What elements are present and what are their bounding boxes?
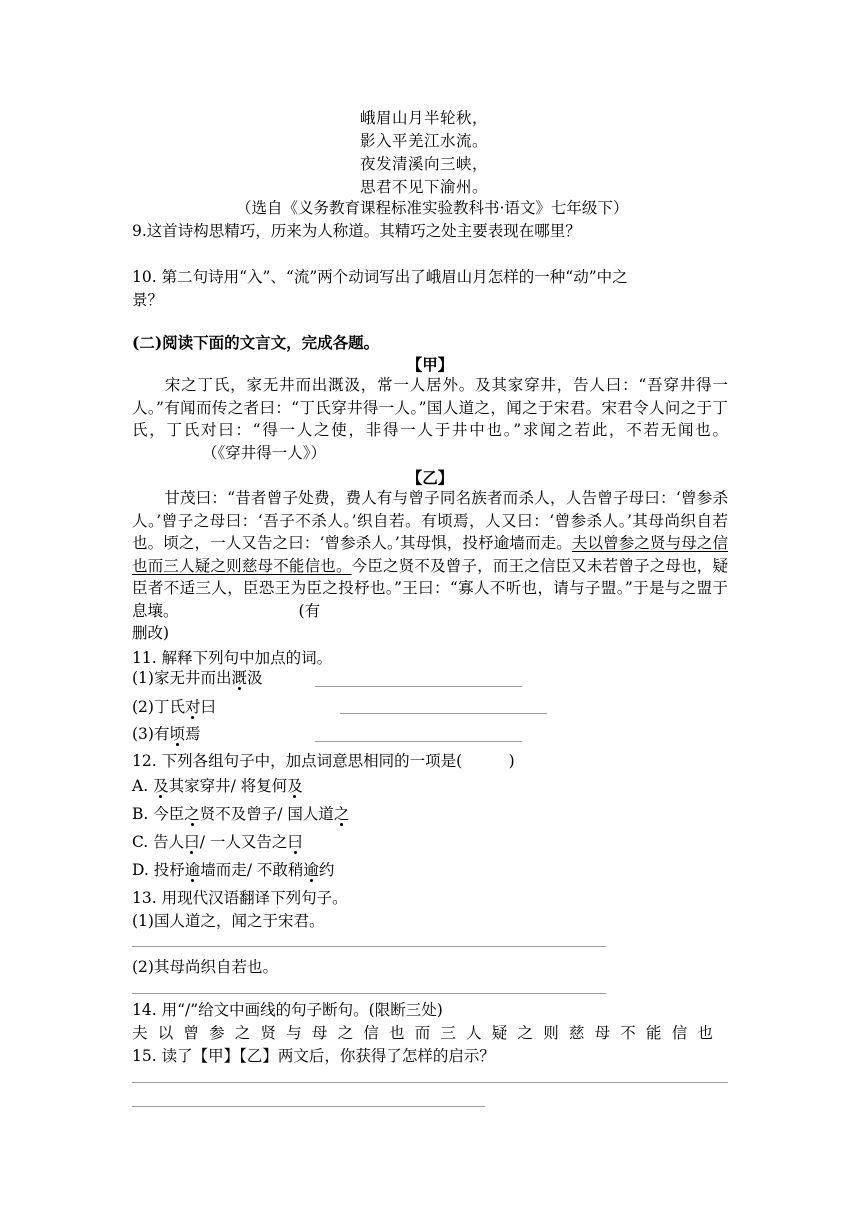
question-10-line-2: 景？ [132,291,164,309]
question-13-sentence-1: (1)国人道之，闻之于宋君。 [132,912,325,930]
poem-source: （选自《义务教育课程标准实验教科书·语文》七年级下） [236,199,629,217]
question-13-sentence-2: (2)其母尚织自若也。 [132,958,278,976]
answer-line-11-1[interactable] [315,686,522,687]
question-12-option-a[interactable]: A. 及其家穿井/ 将复何及 [132,777,303,795]
question-11-item-3: (3)有顷焉 [132,725,201,743]
question-9: 9.这首诗构思精巧，历来为人称道。其精巧之处主要表现在哪里？ [132,222,581,240]
question-15-stem: 15. 读了【甲】【乙】两文后，你获得了怎样的启示？ [132,1047,495,1065]
passage-jia-source: （《穿井得一人》） [202,443,327,462]
poem-line-1: 峨眉山月半轮秋， [360,109,489,127]
passage-yi-source-a: (有 [298,601,321,620]
answer-line-13-1[interactable] [132,946,606,947]
question-12-stem: 12. 下列各组句子中，加点词意思相同的一项是( ) [132,752,515,770]
section-2-heading: (二)阅读下面的文言文，完成各题。 [132,333,380,352]
passage-yi-part-1: 甘茂曰：“昔者曾子处费，费人有与曾子同名族者而杀人，人告曾子母曰：‘曾参杀人。’曾子之母曰：‘吾子不杀人。’织自若。有顷焉，人又曰：‘曾参杀人。’其母尚织自若也。顷之，一人又告之曰：‘曾参杀人。’其母惧，投杼逾墙而走。 [132,489,728,553]
answer-line-11-3[interactable] [315,741,522,742]
question-12-option-c[interactable]: C. 告人曰/ 一人又告之曰 [132,833,303,851]
question-12-option-d[interactable]: D. 投杼逾墙而走/ 不敢稍逾约 [132,861,335,879]
question-11-item-1: (1)家无井而出溉汲 [132,669,263,687]
question-11-item-2: (2)丁氏对曰 [132,698,216,716]
question-10-line-1: 10. 第二句诗用“入”、“流”两个动词写出了峨眉山月怎样的一种“动”中之 [132,268,628,286]
answer-line-15-2[interactable] [132,1106,485,1107]
passage-jia [132,374,728,464]
answer-line-15-1[interactable] [132,1082,728,1083]
question-12-option-b[interactable]: B. 今臣之贤不及曾子/ 国人道之 [132,805,350,823]
question-13-stem: 13. 用现代汉语翻译下列句子。 [132,889,348,907]
question-11-stem: 11. 解释下列句中加点的词。 [132,649,333,667]
poem-line-4: 思君不见下渝州。 [360,178,489,196]
poem-line-2: 影入平羌江水流。 [360,132,489,150]
answer-line-13-2[interactable] [132,993,606,994]
passage-yi [132,487,728,623]
passage-jia-text: 宋之丁氏，家无井而出溉汲，常一人居外。及其家穿井，告人曰：“吾穿井得一人。”有闻而传之者曰：“丁氏穿井得一人。”国人道之，闻之于宋君。宋君令人问之于丁氏，丁氏对曰：“得一人之使，非得一人于井中也。”求闻之若此，不若无闻也。 [132,376,728,440]
answer-line-11-2[interactable] [340,713,547,714]
passage-yi-title: 【乙】 [406,468,454,487]
passage-yi-underlined-sentence: 夫以曾参之贤与母之信也而三人疑之则慈母不能信也。 [132,534,728,575]
passage-yi-source-b: 删改) [132,624,170,642]
question-14-stem: 14. 用“/”给文中画线的句子断句。(限断三处) [132,1001,443,1019]
passage-jia-title: 【甲】 [406,355,454,374]
poem-line-3: 夜发清溪向三峡， [360,155,489,173]
question-14-sentence: 夫以曾参之贤与母之信也而三人疑之则慈母不能信也 [132,1024,724,1042]
passage-yi-part-2: 今臣之贤不及曾子，而王之信臣又未若曾子之母也，疑臣者不适三人，臣恐王为臣之投杼也。”王曰：“寡人不听也，请与子盟。”于是与之盟于息壤。 [132,556,728,620]
